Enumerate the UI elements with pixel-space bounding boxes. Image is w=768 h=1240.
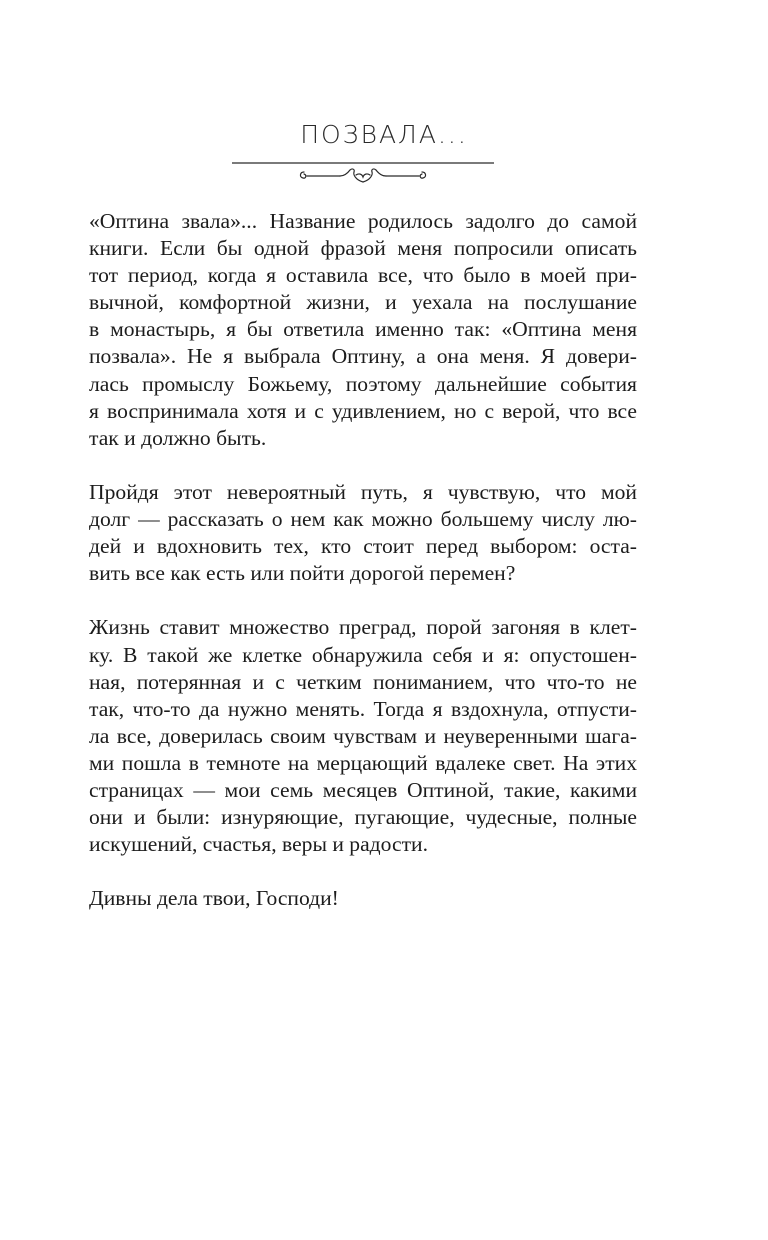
text-line: я воспринимала хотя и с удивлением, но с верой, что все — [89, 398, 637, 423]
text-line: «Оптина звала»... Название родилось задолго до самой — [89, 209, 637, 233]
text-line: позвала». Не я выбрала Оптину, а она меня. Я довери- — [89, 344, 637, 369]
text-line: страницах — мои семь месяцев Оптиной, такие, какими — [89, 777, 637, 802]
text-line: искушений, счастья, веры и радости. — [89, 832, 428, 857]
text-line: вычной, комфортной жизни, и уехала на послушание — [89, 290, 637, 315]
chapter-body — [89, 208, 637, 940]
text-line: Дивны дела твои, Господи! — [89, 886, 339, 911]
paragraph-4 — [89, 885, 637, 912]
text-line: в монастырь, я бы ответила именно так: «Оптина меня — [89, 317, 637, 342]
paragraph-2 — [89, 479, 637, 587]
text-line: дей и вдохновить тех, кто стоит перед выбором: оста- — [89, 534, 637, 559]
text-line: ла все, доверилась своим чувствам и неуверенными шага- — [89, 723, 637, 748]
text-line: они и были: изнуряющие, пугающие, чудесные, полные — [89, 805, 637, 830]
text-line: так и должно быть. — [89, 425, 267, 450]
text-line: ку. В такой же клетке обнаружила себя и я: опустошен- — [89, 642, 637, 667]
text-line: долг — рассказать о нем как можно большему числу лю- — [89, 507, 637, 532]
text-line: вить все как есть или пойти дорогой перемен? — [89, 561, 516, 586]
paragraph-3 — [89, 614, 637, 858]
text-line: так, что-то да нужно менять. Тогда я вздохнула, отпусти- — [89, 696, 637, 721]
text-line: ная, потерянная и с четким пониманием, что что-то не — [89, 669, 637, 694]
text-line: ми пошла в темноте на мерцающий вдалеке свет. На этих — [89, 750, 637, 775]
chapter-title: ПОЗВАЛА... — [300, 120, 468, 149]
text-line: книги. Если бы одной фразой меня попросили описать — [89, 236, 637, 261]
text-line: тот период, когда я оставила все, что было в моей при- — [89, 263, 637, 288]
text-line: Жизнь ставит множество преград, порой загоняя в клет- — [89, 615, 637, 640]
paragraph-1 — [89, 208, 637, 452]
text-line: Пройдя этот невероятный путь, я чувствую, что мой — [89, 479, 637, 504]
ornament-divider-icon — [232, 158, 494, 192]
text-line: лась промыслу Божьему, поэтому дальнейшие события — [89, 371, 637, 396]
